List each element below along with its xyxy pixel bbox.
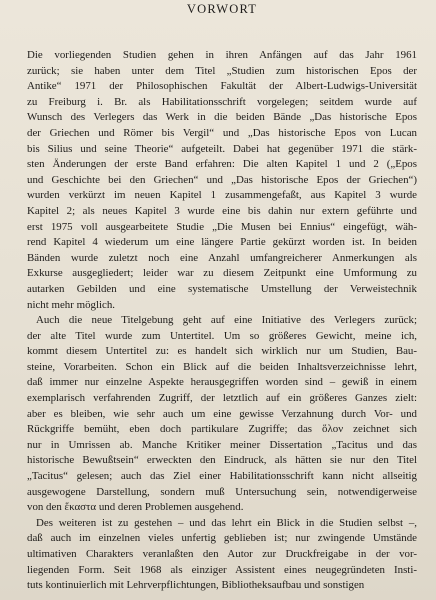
text-line: Rückgriffe bemüht, eben doch partikulare Zugriffe; das ὅλον zeichnet sich: [27, 423, 417, 436]
text-line: Die vorliegenden Studien gehen in ihren Anfängen auf das Jahr 1961: [27, 49, 417, 61]
text-line: rend Kapitel 4 wiederum um eine längere Partie gekürzt worden ist. In beiden: [27, 236, 417, 249]
text-line: tuts kontinuierlich mit Lehrverpflichtungen, Bibliotheksaufbau und sonstigen: [27, 579, 365, 592]
text-line: aber es bleiben, wie sehr auch um eine gewisse Verzahnung durch Vor- und: [27, 407, 417, 420]
paragraph-2: [27, 313, 417, 516]
text-line: erst 1975 voll ausgearbeitete Studie „Die Musen bei Ennius“ eingefügt, wäh-: [27, 220, 417, 233]
text-line: Des weiteren ist zu gestehen – und das lehrt ein Blick in die Studien selbst –,: [36, 516, 417, 529]
text-line: „Tacitus“ gelesen; auch das Ziel einer Habilitationsschrift kann nicht allseitig: [27, 470, 417, 483]
text-line: steine, Vorarbeiten. Schon ein Blick auf die beiden Inhaltsverzeichnisse lehrt,: [27, 360, 417, 373]
page-heading: VORWORT: [186, 2, 258, 16]
paragraph-3: [27, 516, 417, 594]
text-line: ultimativen Charakters veranlaßten den Autor zur Druckfreigabe in der vor-: [27, 548, 417, 560]
text-line: Exkurse ausgegliedert; leider war zu diesem Zeitpunkt eine Umformung zu: [27, 267, 417, 280]
text-line: ausgewogene Darstellung, sondern muß Untersuchung sein, notwendigerweise: [27, 485, 417, 498]
text-line: und Geschichte bei den Griechen“ und „Das historische Epos der Griechen“): [27, 173, 417, 186]
text-line: zu Freiburg i. Br. als Habilitationsschrift vorgelegen; seitdem wurde auf: [27, 95, 417, 108]
paragraph-1: [27, 48, 417, 313]
text-line: zurück; sie haben unter dem Titel „Studien zum historischen Epos der: [27, 64, 417, 77]
text-line: wurden verkürzt im neuen Kapitel 1 zusammengefaßt, aus Kapitel 3 wurde: [27, 189, 417, 202]
text-line: exemplarisch verfahrenden Zugriff, der letztlich auf ein größeres Ganzes zielt:: [27, 392, 417, 405]
text-line: Auch die neue Titelgebung geht auf eine Initiative des Verlegers zurück;: [36, 314, 417, 327]
text-line: bis Silius und seine Theorie“ aufgeteilt. Dabei hat gegenüber 1971 die stärk-: [27, 142, 417, 155]
text-line: Wunsch des Verlegers das Werk in die beiden Bände „Das historische Epos: [27, 111, 417, 124]
text-line: kommt diesem Untertitel zu: es handelt sich wirklich nur um Studien, Bau-: [27, 345, 417, 358]
text-line: Kapitel 2; als neues Kapitel 3 wurde eine bis dahin nur extern geführte und: [27, 204, 417, 217]
text-line: liegenden Form. Seit 1968 als einziger Assistent eines neugegründeten Insti-: [27, 563, 417, 576]
text-line: nur in Umrissen ab. Manche Kritiker meiner Dissertation „Tacitus und das: [27, 438, 417, 451]
text-line: autarken Gebilden und eine systematische Umstellung der Verweistechnik: [27, 282, 417, 295]
text-line: historische Bewußtsein“ erweckten den Eindruck, als hätten sie nur den Titel: [27, 454, 417, 467]
text-line: der Griechen und Römer bis Vergil“ und „Das historische Epos von Lucan: [27, 126, 417, 139]
text-line: daß auch im einzelnen vieles unfertig geblieben ist; nur zwingende Umstände: [27, 532, 417, 545]
text-line: nicht mehr möglich.: [27, 298, 116, 311]
text-line: Bänden wurde zuletzt noch eine Anzahl umfangreicherer Anmerkungen als: [27, 251, 417, 264]
text-line: der alte Titel wurde zum Untertitel. Um so größeres Gewicht, meine ich,: [27, 329, 417, 342]
text-line: Antike“ 1971 der Philosophischen Fakultät der Albert-Ludwigs-Universität: [27, 80, 417, 93]
text-line: daß immer nur einzelne Aspekte herausgegriffen worden sind – gewiß in einem: [27, 376, 417, 389]
text-line: sten Änderungen der erste Band erfahren: Die alten Kapitel 1 und 2 („Epos: [27, 158, 417, 171]
text-line: von den ἕκαστα und deren Problemen ausgehend.: [27, 501, 244, 514]
